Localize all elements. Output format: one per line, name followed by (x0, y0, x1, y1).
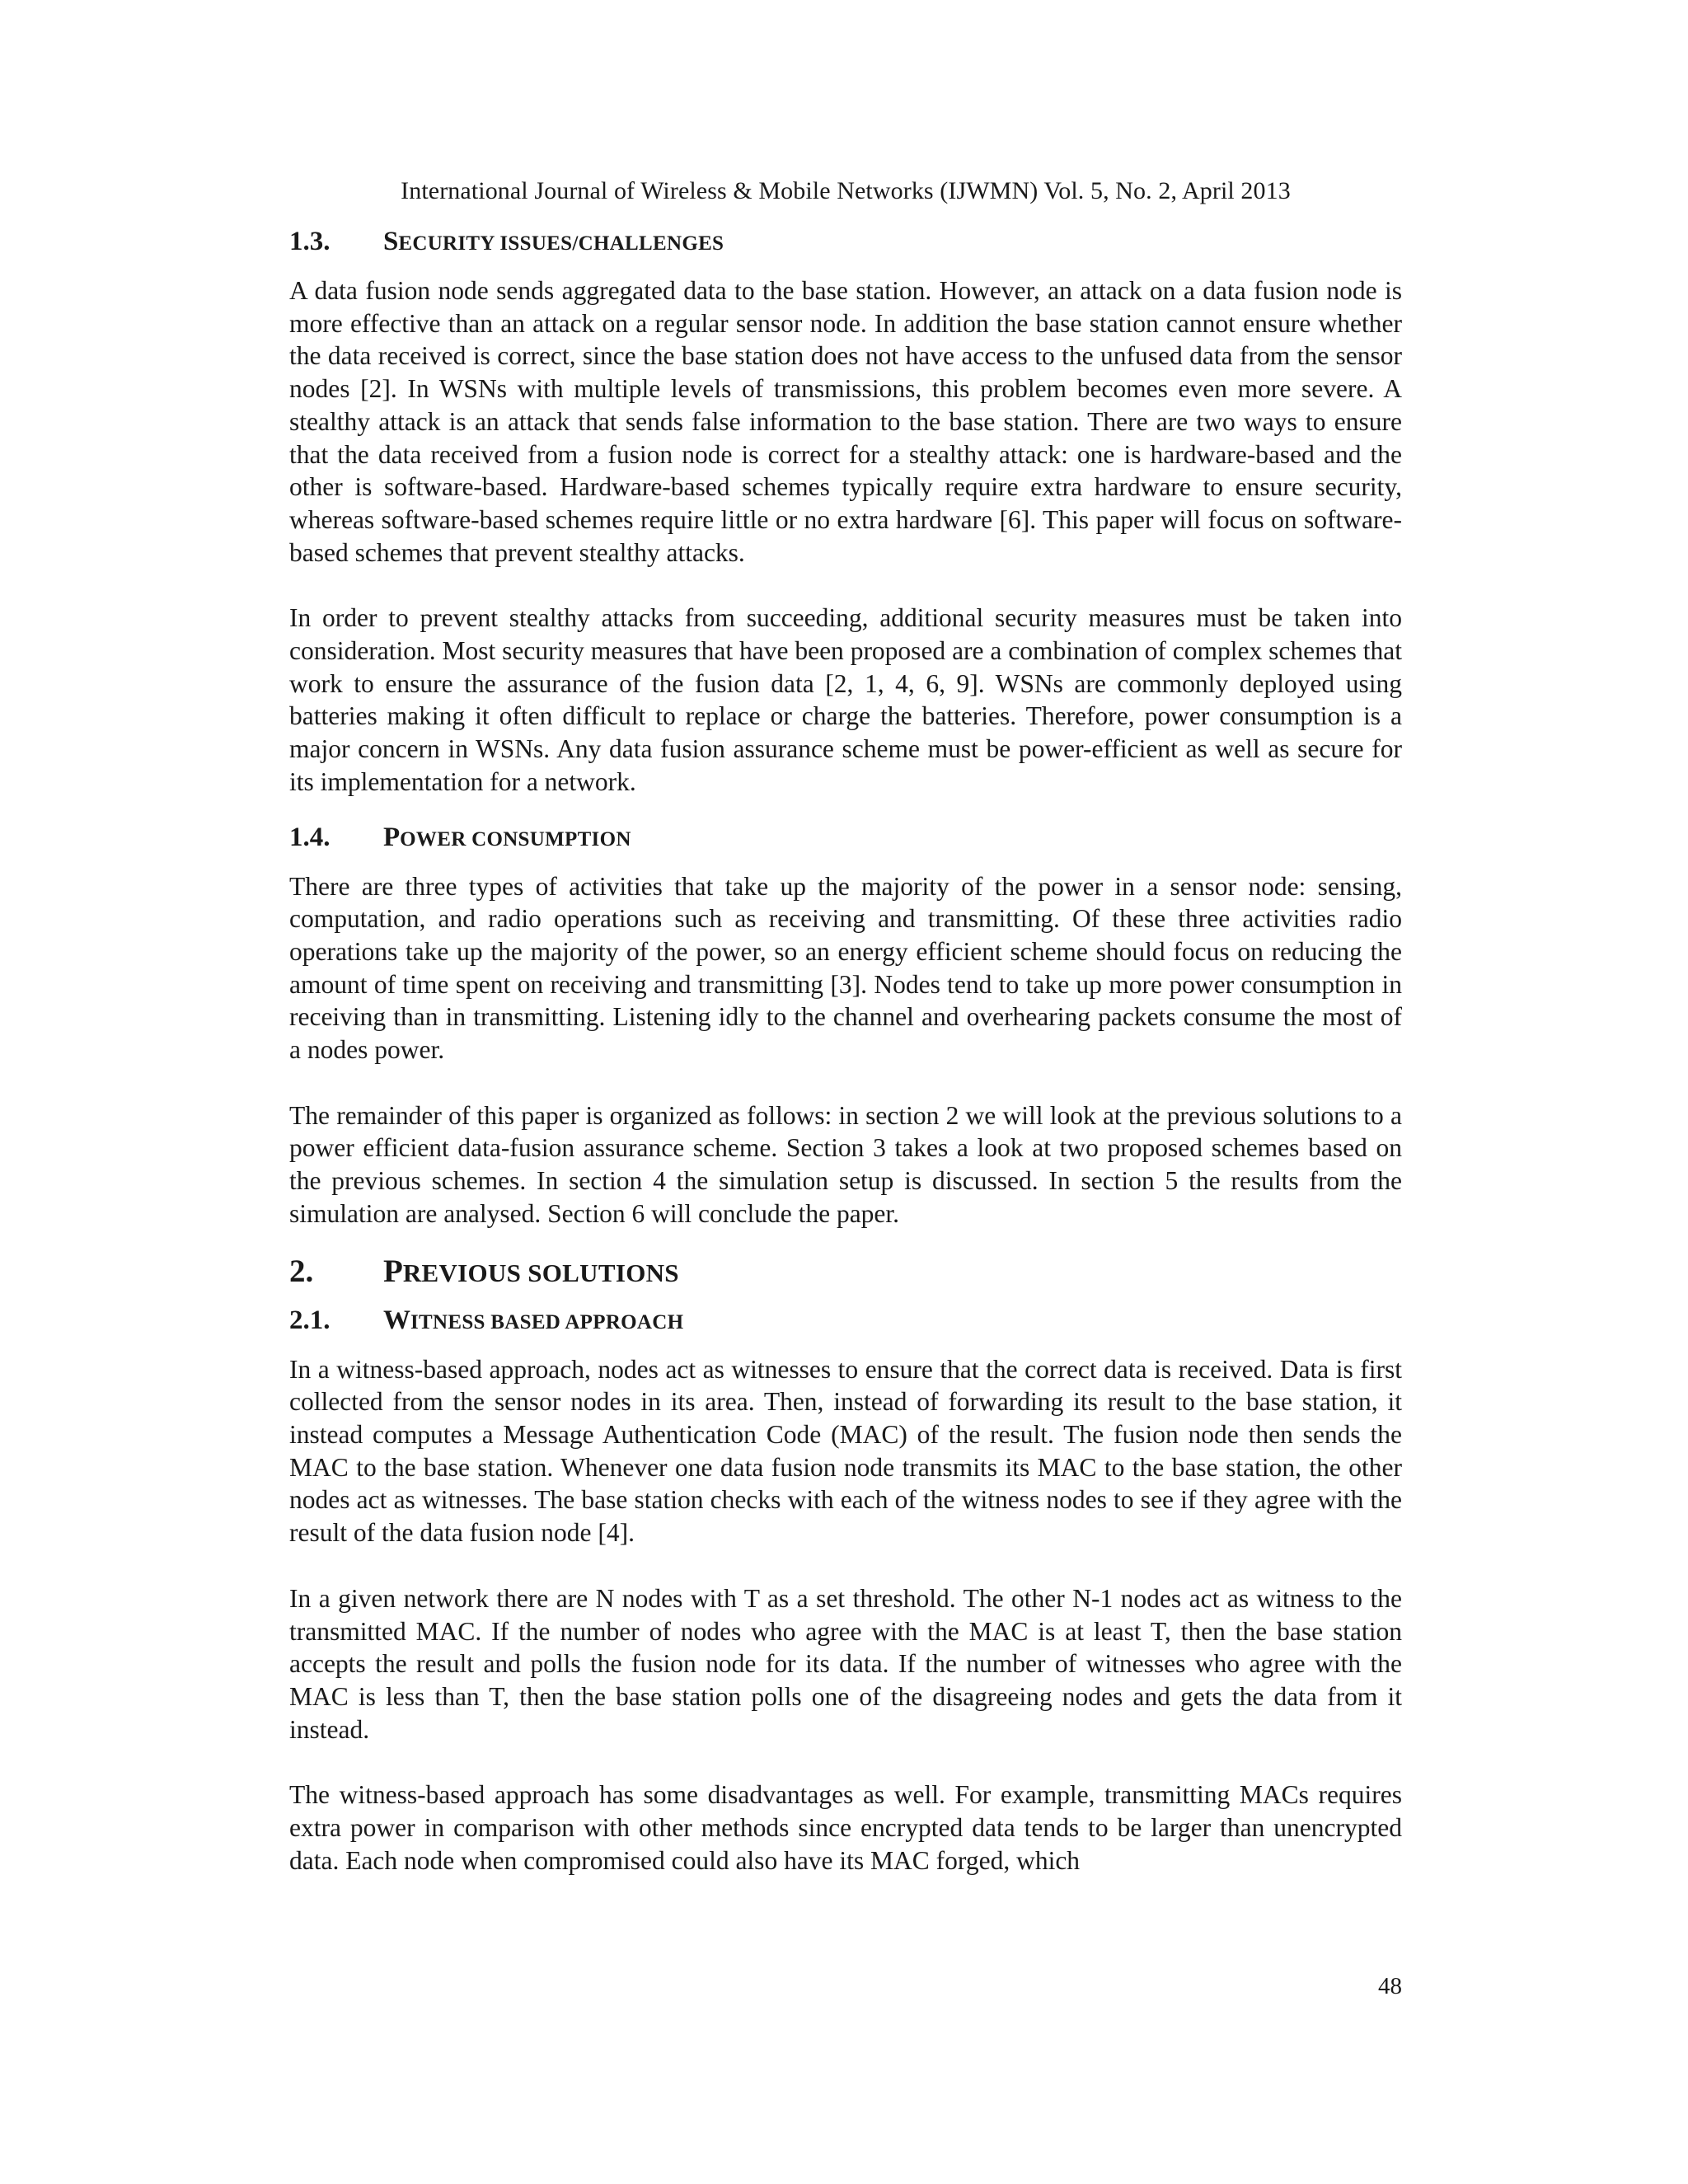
paper-page (289, 0, 1402, 2184)
journal-running-header: International Journal of Wireless & Mobile Networks (IJWMN) Vol. 5, No. 2, April 2013 (401, 177, 1291, 204)
paragraph: In a given network there are N nodes with T as a set threshold. The other N-1 nodes act as witness to the transmitted MAC. If the number of nodes who agree with the MAC is at least T, then the base station accepts the result and polls the fusion node for its data. If the number of witnesses who agree with the MAC is less than T, then the base station polls one of the disagreeing nodes and gets the data from it instead. (289, 1583, 1402, 1744)
section-heading-1-4 (289, 820, 1402, 857)
page-number: 48 (1378, 1973, 1402, 1999)
section-title: WITNESS BASED APPROACH (383, 1305, 684, 1335)
paragraph: In a witness-based approach, nodes act as witnesses to ensure that the correct data is received. Data is first collected from the sensor nodes in its area. Then, instead of forwarding its result to the base station, it instead computes a Message Authentication Code (MAC) of the result. The fusion node then sends the MAC to the base station. Whenever one data fusion node transmits its MAC to the base station, the other nodes act as witnesses. The base station checks with each of the witness nodes to see if they agree with the result of the data fusion node [4]. (289, 1354, 1402, 1548)
section-title: POWER CONSUMPTION (383, 822, 631, 852)
paragraph: A data fusion node sends aggregated data to the base station. However, an attack on a data fusion node is more effective than an attack on a regular sensor node. In addition the base station cannot ensure whether the data received is correct, since the base station does not have access to the unfused data from the sensor nodes [2]. In WSNs with multiple levels of transmissions, this problem becomes even more severe. A stealthy attack is an attack that sends false information to the base station. There are two ways to ensure that the data received from a fusion node is correct for a stealthy attack: one is hardware-based and the other is software-based. Hardware-based schemes typically require extra hardware to ensure security, whereas software-based schemes require little or no extra hardware [6]. This paper will focus on software-based schemes that prevent stealthy attacks. (289, 276, 1402, 567)
section-heading-1-3 (289, 224, 1402, 261)
section-title: PREVIOUS SOLUTIONS (383, 1253, 679, 1289)
page-content (289, 224, 1402, 1877)
section-heading-2-1 (289, 1303, 1402, 1340)
section-number: 2. (289, 1253, 314, 1289)
paragraph: There are three types of activities that take up the majority of the power in a sensor node: sensing, computation, and radio operations such as receiving and transmitting. Of these three activities radio operations take up the majority of the power, so an energy efficient scheme should focus on reducing the amount of time spent on receiving and transmitting [3]. Nodes tend to take up more power consumption in receiving than in transmitting. Listening idly to the channel and overhearing packets consume the most of a nodes power. (289, 871, 1402, 1065)
paragraph: The witness-based approach has some disadvantages as well. For example, transmitting MACs requires extra power in comparison with other methods since encrypted data tends to be larger than unencrypted data. Each node when compromised could also have its MAC forged, which (289, 1780, 1402, 1875)
paragraph: The remainder of this paper is organized as follows: in section 2 we will look at the previous solutions to a power efficient data-fusion assurance scheme. Section 3 takes a look at two proposed schemes based on the previous schemes. In section 4 the simulation setup is discussed. In section 5 the results from the simulation are analysed. Section 6 will conclude the paper. (289, 1100, 1402, 1228)
section-number: 2.1. (289, 1305, 331, 1335)
paragraph: In order to prevent stealthy attacks from succeeding, additional security measures must be taken into consideration. Most security measures that have been proposed are a combination of complex schemes that work to ensure the assurance of the fusion data [2, 1, 4, 6, 9]. WSNs are commonly deployed using batteries making it often difficult to replace or charge the batteries. Therefore, power consumption is a major concern in WSNs. Any data fusion assurance scheme must be power-efficient as well as secure for its implementation for a network. (289, 603, 1402, 796)
section-heading-2 (289, 1252, 1402, 1293)
section-number: 1.3. (289, 227, 331, 256)
section-title: SECURITY ISSUES/CHALLENGES (383, 227, 724, 256)
section-number: 1.4. (289, 822, 331, 852)
